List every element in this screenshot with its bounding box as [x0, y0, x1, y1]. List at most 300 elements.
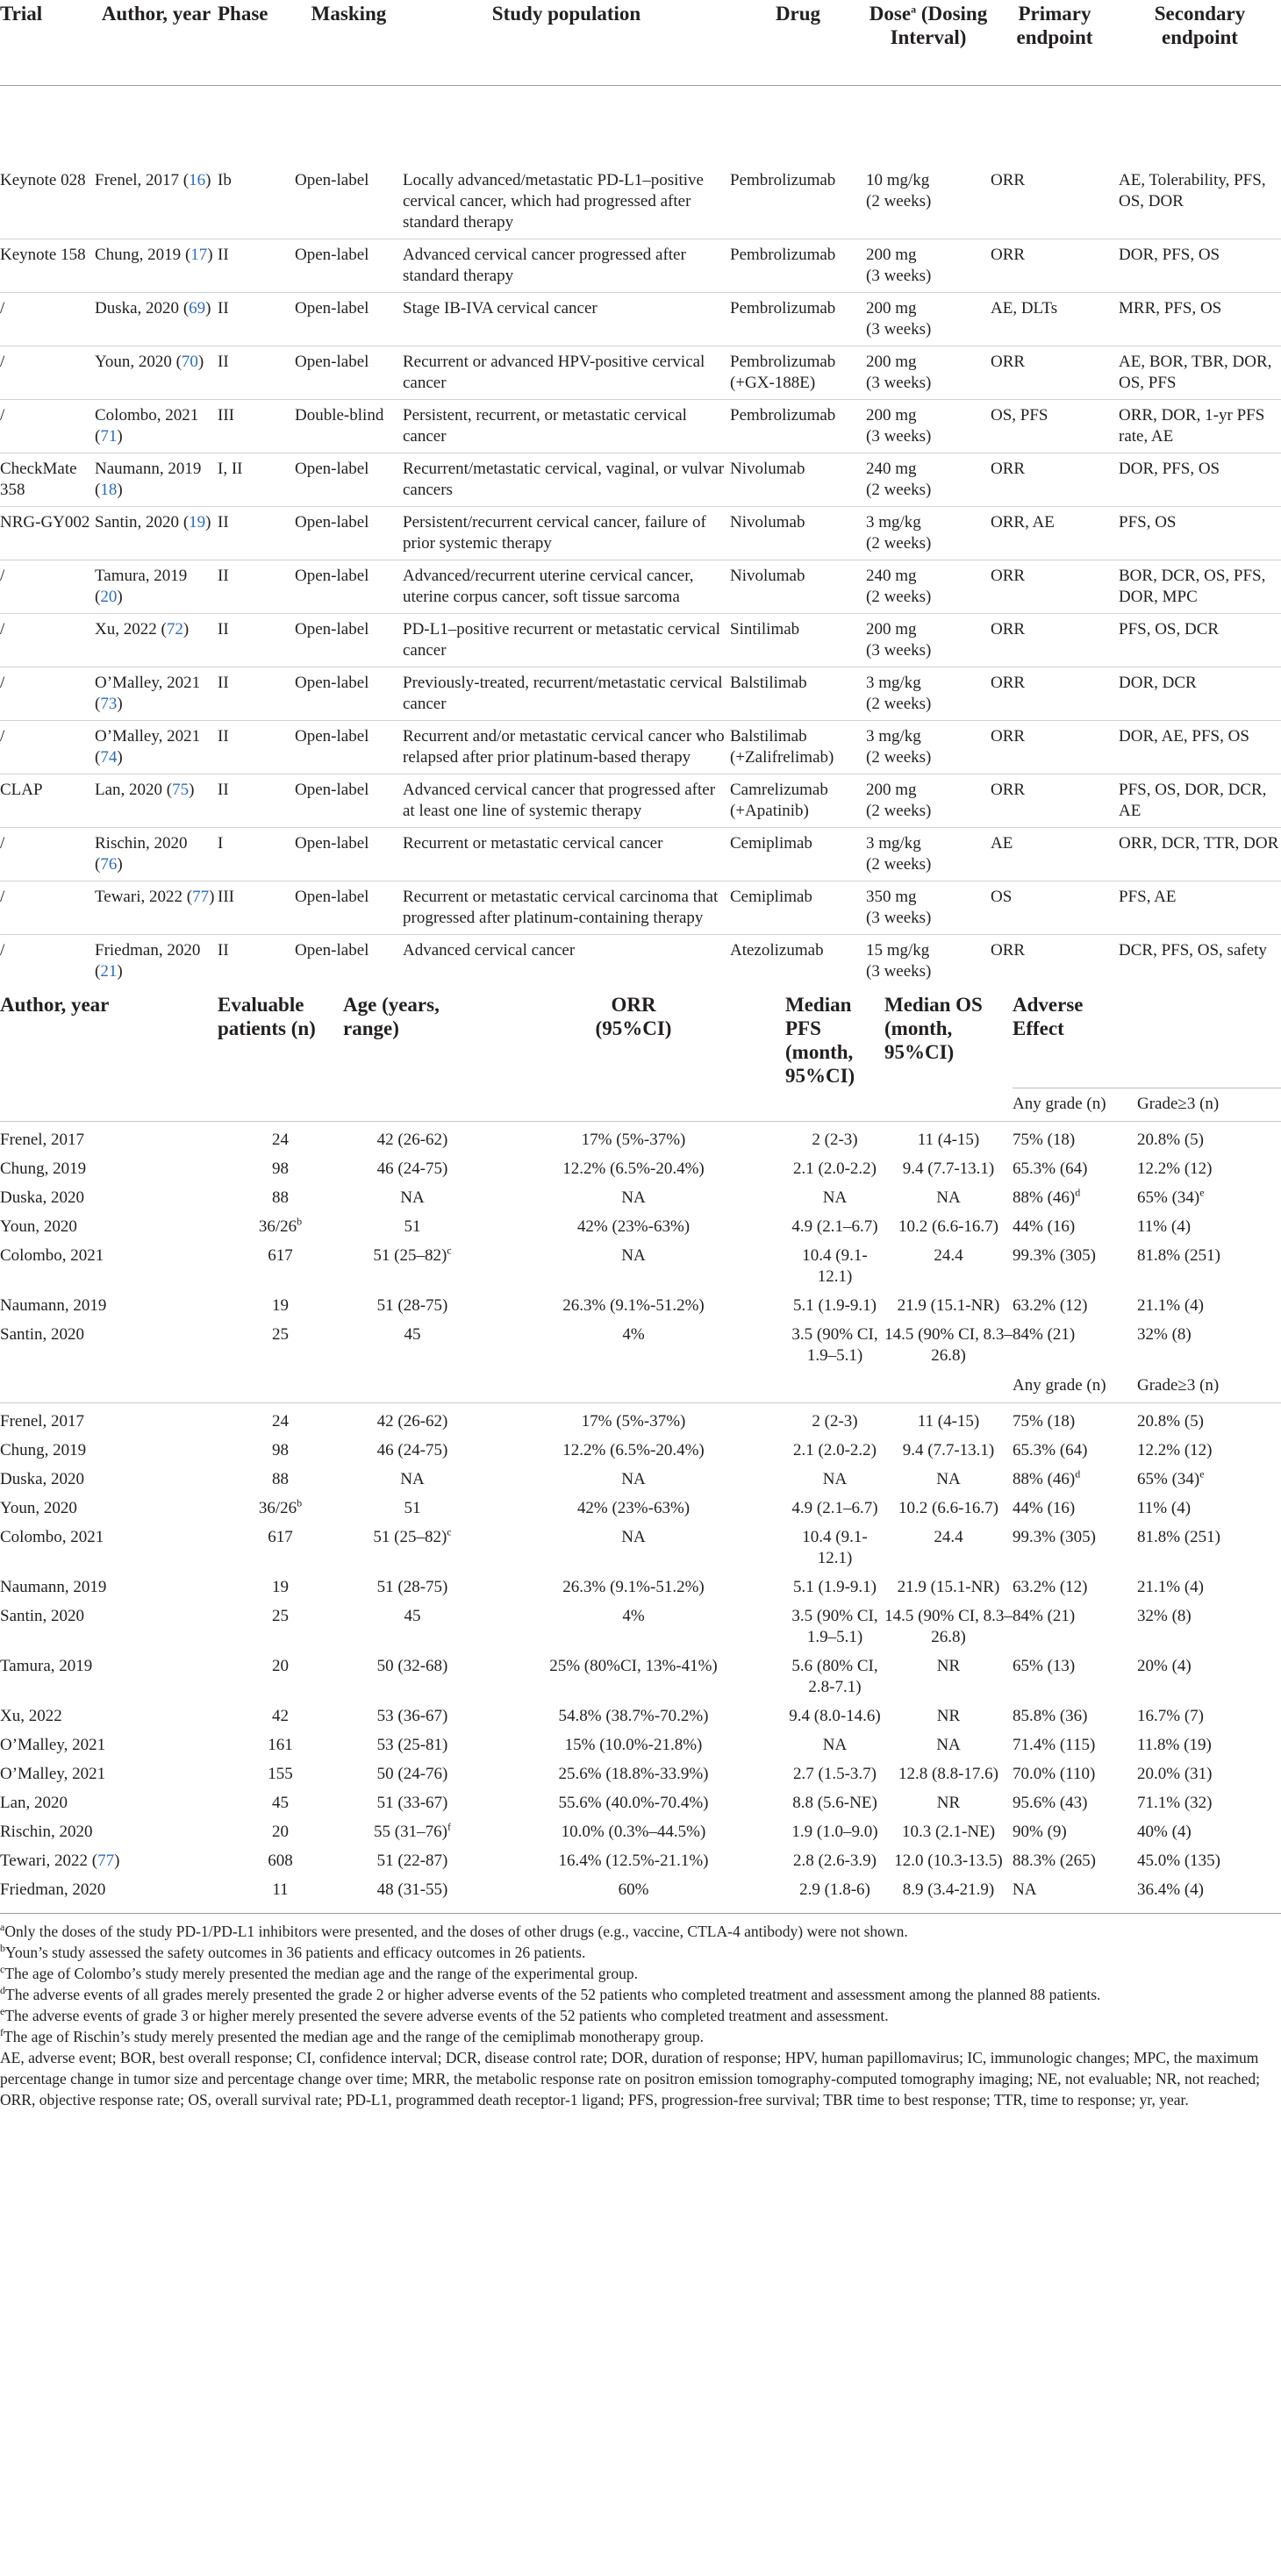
row-divider	[0, 1209, 1281, 1217]
trial-cell: Keynote 158	[0, 246, 86, 264]
table-row	[0, 352, 1281, 400]
age-cell	[343, 1735, 482, 1756]
col-header-patients: Evaluable patients (n)	[218, 994, 316, 1039]
patients-cell	[218, 1764, 343, 1785]
author-cell	[0, 1706, 218, 1727]
table-row	[0, 1735, 1281, 1756]
dose-value: 200 mg	[866, 406, 917, 425]
any-grade-cell-value: 75% (18)	[1013, 1411, 1076, 1431]
author-text: Rischin, 2020	[95, 834, 188, 853]
reference-link[interactable]: 70	[181, 353, 198, 371]
patients-cell	[218, 1577, 343, 1598]
drug-name: Nivolumab	[730, 567, 805, 585]
orr-cell: 55.6% (40.0%-70.4%)	[558, 1793, 709, 1812]
row-divider	[0, 1756, 1281, 1764]
any-grade-cell	[1013, 1656, 1137, 1698]
author-cell: Youn, 2020 (70)	[95, 353, 204, 371]
patients-cell-value: 11	[272, 1880, 289, 1899]
age-cell-value: 48 (31-55)	[376, 1880, 448, 1899]
dose-cell	[866, 619, 991, 667]
any-grade-header: Any grade (n)	[1013, 1094, 1106, 1113]
secondary-endpoint-cell: DCR, PFS, OS, safety	[1119, 941, 1267, 960]
patients-cell	[218, 1498, 343, 1519]
age-cell	[343, 1159, 482, 1180]
table-row	[0, 1880, 1281, 1901]
author-text: Tewari, 2022	[0, 1851, 88, 1870]
age-cell	[343, 1295, 482, 1317]
author-cell: Tewari, 2022 (77)	[0, 1851, 120, 1870]
any-grade-cell-value: 99.3% (305)	[1013, 1527, 1096, 1546]
patients-cell-value: 98	[272, 1159, 289, 1178]
row-divider	[0, 1121, 1281, 1130]
author-text: Frenel, 2017	[95, 171, 180, 189]
patients-cell-value: 617	[268, 1245, 293, 1265]
grade3-cell-value: 11.8% (19)	[1137, 1735, 1212, 1754]
patients-cell	[218, 1245, 343, 1288]
col-header-author: Author, year	[0, 994, 110, 1016]
secondary-endpoint-cell: DOR, AE, PFS, OS	[1119, 727, 1249, 746]
table-row	[0, 1188, 1281, 1209]
table-row	[0, 1577, 1281, 1598]
age-cell	[343, 1706, 482, 1727]
row-divider	[0, 1727, 1281, 1735]
dose-value: 15 mg/kg	[866, 941, 930, 960]
population-cell: Recurrent or metastatic cervical carcinoma that progressed after platinum-containing therapy	[403, 888, 719, 927]
dose-interval: (3 weeks)	[866, 962, 932, 981]
footnote	[0, 1984, 1272, 2005]
grade3-cell	[1137, 1159, 1281, 1180]
col-header-age: Age (years, range)	[343, 994, 440, 1039]
author-text: O’Malley, 2021	[0, 1735, 106, 1754]
table-row	[0, 726, 1281, 774]
age-cell-value: 51 (25–82)	[373, 1245, 447, 1265]
population-cell: Persistent, recurrent, or metastatic cervical cancer	[403, 406, 687, 446]
dose-interval: (2 weeks)	[866, 695, 932, 713]
pfs-cell: 2.1 (2.0-2.2)	[793, 1440, 877, 1459]
population-cell: Advanced cervical cancer that progressed after at least one line of systemic therapy	[403, 781, 716, 820]
dose-value: 3 mg/kg	[866, 727, 921, 746]
reference-link[interactable]: 19	[189, 513, 206, 532]
dose-value: 240 mg	[866, 567, 917, 585]
age-cell-value: 53 (36-67)	[376, 1706, 448, 1725]
age-cell	[343, 1498, 482, 1519]
grade3-cell-value: 81.8% (251)	[1137, 1527, 1220, 1546]
reference-link[interactable]: 17	[190, 246, 208, 264]
orr-cell: 16.4% (12.5%-21.1%)	[558, 1851, 709, 1870]
dose-cell	[866, 833, 991, 881]
table-row	[0, 1793, 1281, 1814]
grade3-cell-value: 81.8% (251)	[1137, 1245, 1220, 1265]
os-cell: NA	[936, 1188, 961, 1207]
masking-cell: Open-label	[295, 246, 369, 264]
patients-cell-value: 24	[272, 1411, 289, 1431]
age-cell	[343, 1822, 482, 1843]
reference-link[interactable]: 69	[189, 299, 206, 318]
masking-cell: Open-label	[295, 353, 369, 371]
population-cell: PD-L1–positive recurrent or metastatic cervical cancer	[403, 620, 720, 660]
orr-label: ORR	[611, 994, 656, 1016]
dose-value: 200 mg	[866, 246, 917, 264]
author-text: Xu, 2022	[95, 620, 157, 639]
phase-cell: I, II	[218, 460, 243, 478]
population-cell: Recurrent and/or metastatic cervical cancer who relapsed after prior platinum-based therapy	[403, 727, 725, 767]
patients-cell	[218, 1656, 343, 1698]
os-cell: 12.0 (10.3-13.5)	[894, 1851, 1003, 1870]
drug-cell	[730, 619, 866, 667]
col-header-primary: Primary endpoint	[1016, 3, 1093, 48]
dose-cell	[866, 566, 991, 614]
orr-cell: 26.3% (9.1%-51.2%)	[562, 1577, 705, 1596]
dose-interval: (2 weeks)	[866, 534, 932, 553]
row-divider	[0, 1843, 1281, 1851]
dose-value: 3 mg/kg	[866, 674, 921, 692]
footnote-mark: b	[297, 1215, 303, 1228]
dose-interval: (2 weeks)	[866, 802, 932, 820]
table-row	[0, 566, 1281, 614]
reference-link[interactable]: 71	[100, 427, 118, 446]
secondary-endpoint-cell: ORR, DOR, 1-yr PFS rate, AE	[1119, 406, 1265, 446]
pfs-cell: 8.8 (5.6-NE)	[792, 1793, 877, 1812]
any-grade-cell	[1013, 1245, 1137, 1288]
age-cell-value: 45	[404, 1606, 421, 1625]
footnote-text: The age of Rischin’s study merely presented the median age and the range of the cemiplimab monotherapy group.	[4, 2028, 704, 2045]
drug-cell	[730, 780, 866, 828]
pfs-cell: 1.9 (1.0–9.0)	[791, 1822, 878, 1841]
row-divider	[0, 1432, 1281, 1440]
table-row	[0, 170, 1281, 239]
footnote-mark: b	[297, 1496, 303, 1509]
grade-subheader-row	[0, 1094, 1281, 1115]
dose-value: 200 mg	[866, 299, 917, 318]
any-grade-cell-value: 85.8% (36)	[1013, 1706, 1088, 1725]
footnote	[0, 2026, 1272, 2047]
os-cell: 21.9 (15.1-NR)	[897, 1577, 1000, 1596]
age-cell	[343, 1577, 482, 1598]
table-row	[0, 1245, 1281, 1288]
masking-cell: Open-label	[295, 834, 369, 853]
dose-interval: (2 weeks)	[866, 481, 932, 499]
footnote-mark: d	[1075, 1467, 1081, 1481]
trial-cell: /	[0, 567, 5, 585]
population-cell: Recurrent or advanced HPV-positive cervical cancer	[403, 353, 705, 392]
os-cell: 14.5 (90% CI, 8.3–26.8)	[884, 1324, 1013, 1365]
drug-name: Pembrolizumab	[730, 246, 836, 264]
patients-cell	[218, 1324, 343, 1366]
drug-name: Pembrolizumab	[730, 171, 836, 189]
footnote-mark: c	[0, 1963, 5, 1976]
author-cell: Duska, 2020 (69)	[95, 299, 211, 318]
footnote	[0, 1942, 1272, 1963]
os-cell: NR	[936, 1656, 961, 1675]
secondary-endpoint-cell: PFS, OS, DCR	[1119, 620, 1220, 639]
pfs-cell: NA	[822, 1469, 848, 1488]
primary-endpoint-cell: ORR	[991, 353, 1026, 371]
dose-interval: (2 weeks)	[866, 588, 932, 606]
masking-cell: Open-label	[295, 567, 369, 585]
author-cell: Rischin, 2020 (76)	[95, 834, 188, 874]
trial-cell: /	[0, 727, 5, 746]
footnote-mark: a	[0, 1921, 5, 1934]
age-cell	[343, 1764, 482, 1785]
pfs-cell: NA	[822, 1188, 848, 1207]
dose-interval: (2 weeks)	[866, 192, 932, 211]
grade3-cell	[1137, 1324, 1281, 1366]
os-cell: NR	[936, 1706, 961, 1725]
grade3-cell	[1137, 1764, 1281, 1785]
grade3-cell-value: 45.0% (135)	[1137, 1851, 1220, 1870]
table2-header-row	[0, 991, 1281, 1088]
trial-cell: CheckMate 358	[0, 460, 77, 499]
drug-cell	[730, 245, 866, 293]
orr-cell: 60%	[618, 1880, 649, 1899]
row-divider	[0, 1238, 1281, 1245]
orr-cell: 17% (5%-37%)	[581, 1411, 686, 1431]
phase-cell: II	[218, 941, 229, 960]
any-grade-cell	[1013, 1793, 1137, 1814]
grade3-cell	[1137, 1130, 1281, 1151]
drug-name: Atezolizumab	[730, 941, 824, 960]
table-footnotes	[0, 1921, 1272, 2110]
age-cell-value: 51 (33-67)	[376, 1793, 448, 1812]
pfs-cell: 10.4 (9.1-12.1)	[802, 1527, 868, 1567]
secondary-endpoint-cell: PFS, AE	[1119, 888, 1177, 906]
author-text: Lan, 2020	[0, 1793, 68, 1812]
table-row	[0, 887, 1281, 935]
dose-cell	[866, 245, 991, 293]
drug-cell	[730, 459, 866, 507]
dose-cell	[866, 405, 991, 453]
drug-name: Cemiplimab	[730, 888, 812, 906]
drug-name: Balstilimab	[730, 727, 807, 746]
author-text: Naumann, 2019	[95, 460, 202, 478]
any-grade-cell	[1013, 1188, 1137, 1209]
author-text: Tewari, 2022	[95, 888, 182, 906]
orr-cell: NA	[621, 1527, 646, 1546]
secondary-endpoint-cell: DOR, PFS, OS	[1119, 460, 1220, 478]
table-row	[0, 619, 1281, 667]
table-row	[0, 1217, 1281, 1238]
author-text: Chung, 2019	[0, 1159, 87, 1178]
orr-ci-label: (95%CI)	[595, 1017, 672, 1039]
author-cell: Friedman, 2020 (21)	[95, 941, 201, 981]
table-row	[0, 1498, 1281, 1519]
reference-link[interactable]: 18	[100, 481, 118, 499]
orr-cell: 42% (23%-63%)	[576, 1217, 691, 1236]
any-grade-cell	[1013, 1822, 1137, 1843]
grade3-cell-value: 40% (4)	[1137, 1822, 1192, 1841]
reference-link[interactable]: 74	[100, 748, 118, 767]
author-cell	[0, 1527, 218, 1569]
age-cell	[343, 1851, 482, 1872]
any-grade-cell	[1013, 1577, 1137, 1598]
phase-cell: II	[218, 353, 229, 371]
pfs-cell: 4.9 (2.1–6.7)	[791, 1498, 878, 1517]
phase-cell: II	[218, 674, 229, 692]
drug-name: Cemiplimab	[730, 834, 812, 853]
age-cell	[343, 1324, 482, 1366]
grade3-cell	[1137, 1577, 1281, 1598]
any-grade-cell	[1013, 1411, 1137, 1432]
table-bottom-rule	[0, 1901, 1281, 1914]
age-cell-value: 51 (28-75)	[376, 1295, 448, 1315]
reference-link[interactable]: 21	[100, 962, 118, 981]
grade3-cell	[1137, 1735, 1281, 1756]
any-grade-cell-value: 84% (21)	[1013, 1324, 1076, 1344]
row-divider	[0, 1180, 1281, 1188]
masking-cell: Open-label	[295, 460, 369, 478]
footnote	[0, 1921, 1272, 1942]
row-divider	[0, 1872, 1281, 1880]
dose-cell	[866, 940, 991, 988]
patients-cell-value: 25	[272, 1606, 289, 1625]
os-cell: NA	[936, 1735, 961, 1754]
patients-cell-value: 24	[272, 1130, 289, 1149]
author-cell	[0, 1498, 218, 1519]
pfs-cell: 2 (2-3)	[812, 1411, 858, 1431]
reference-link[interactable]: 73	[100, 695, 118, 713]
table-row	[0, 1706, 1281, 1727]
author-cell: Lan, 2020 (75)	[95, 781, 195, 799]
grade3-header: Grade≥3 (n)	[1137, 1094, 1220, 1113]
any-grade-cell-value: 63.2% (12)	[1013, 1295, 1088, 1315]
any-grade-cell-value: 84% (21)	[1013, 1606, 1076, 1625]
table-row	[0, 1469, 1281, 1490]
masking-cell: Open-label	[295, 781, 369, 799]
dose-interval: (2 weeks)	[866, 748, 932, 767]
dose-cell	[866, 352, 991, 400]
masking-cell: Open-label	[295, 513, 369, 532]
author-cell: Santin, 2020 (19)	[95, 513, 211, 532]
table-row	[0, 245, 1281, 293]
row-divider	[0, 1519, 1281, 1527]
author-cell: O’Malley, 2021 (74)	[95, 727, 201, 767]
subheader-spacer	[0, 1094, 1013, 1115]
any-grade-cell-value: NA	[1013, 1880, 1037, 1899]
reference-link[interactable]: 72	[166, 620, 183, 639]
footnote-mark: a	[911, 3, 917, 16]
age-cell	[343, 1606, 482, 1648]
patients-cell	[218, 1527, 343, 1569]
patients-cell-value: 608	[268, 1851, 293, 1870]
any-grade-cell	[1013, 1130, 1137, 1151]
table-row	[0, 1295, 1281, 1317]
drug-name: Pembrolizumab	[730, 299, 836, 318]
age-cell	[343, 1880, 482, 1901]
population-cell: Advanced/recurrent uterine cervical cancer, uterine corpus cancer, soft tissue sarcoma	[403, 567, 694, 606]
os-cell: NA	[936, 1469, 961, 1488]
grade3-cell-value: 32% (8)	[1137, 1324, 1192, 1344]
dose-interval: (3 weeks)	[866, 374, 932, 392]
author-text: Colombo, 2021	[0, 1245, 104, 1265]
pfs-cell: 5.6 (80% CI, 2.8-7.1)	[791, 1656, 878, 1696]
patients-cell-value: 25	[272, 1324, 289, 1344]
author-cell	[0, 1606, 218, 1648]
age-cell	[343, 1527, 482, 1569]
reference-link[interactable]: 76	[100, 855, 118, 874]
table-row	[0, 1130, 1281, 1151]
age-cell-value: 51 (22-87)	[376, 1851, 448, 1870]
dose-interval: (3 weeks)	[866, 267, 932, 285]
secondary-endpoint-cell: DOR, PFS, OS	[1119, 246, 1220, 264]
patients-cell	[218, 1735, 343, 1756]
any-grade-cell	[1013, 1851, 1137, 1872]
footnote-mark: b	[0, 1942, 5, 1955]
author-text: Tamura, 2019	[95, 567, 188, 585]
table-row	[0, 833, 1281, 881]
age-cell	[343, 1469, 482, 1490]
age-cell-value: 50 (24-76)	[376, 1764, 448, 1783]
age-cell-value: 55 (31–76)	[374, 1822, 447, 1841]
patients-cell	[218, 1706, 343, 1727]
trial-cell: /	[0, 299, 5, 318]
patients-cell-value: 20	[272, 1822, 289, 1841]
secondary-endpoint-cell: DOR, DCR	[1119, 674, 1197, 692]
footnote-text: Only the doses of the study PD-1/PD-L1 inhibitors were presented, and the doses of other drugs (e.g., vaccine, CTLA-4 antibody) were not shown.	[4, 1923, 908, 1940]
age-cell-value: 42 (26-62)	[376, 1130, 448, 1149]
age-cell	[343, 1245, 482, 1288]
reference-link[interactable]: 75	[172, 781, 190, 799]
reference-link[interactable]: 77	[97, 1851, 115, 1870]
orr-cell: 54.8% (38.7%-70.2%)	[558, 1706, 709, 1725]
table-row	[0, 940, 1281, 988]
population-cell: Stage IB-IVA cervical cancer	[403, 299, 598, 318]
author-text: O’Malley, 2021	[0, 1764, 106, 1783]
col-header-author: Author, year	[101, 3, 211, 25]
grade3-cell	[1137, 1498, 1281, 1519]
author-cell: Tewari, 2022 (77)	[95, 888, 215, 906]
patients-cell	[218, 1295, 343, 1317]
grade3-cell	[1137, 1706, 1281, 1727]
author-cell: Naumann, 2019 (18)	[95, 460, 202, 499]
col-header-pfs: Median PFS (month, 95%CI)	[785, 994, 855, 1087]
col-header-drug: Drug	[775, 3, 821, 25]
table-row	[0, 1440, 1281, 1461]
primary-endpoint-cell: ORR	[991, 246, 1026, 264]
reference-link[interactable]: 16	[189, 171, 206, 189]
author-cell: O’Malley, 2021 (73)	[95, 674, 201, 713]
drug-cell	[730, 673, 866, 721]
table-row	[0, 1324, 1281, 1366]
patients-cell	[218, 1469, 343, 1490]
author-cell	[0, 1577, 218, 1598]
drug-name: Pembrolizumab	[730, 406, 836, 425]
dose-interval: (3 weeks)	[866, 641, 932, 660]
col-header-masking: Masking	[311, 3, 387, 25]
dose-value: 200 mg	[866, 781, 917, 799]
trial-cell: /	[0, 888, 5, 906]
orr-cell: 42% (23%-63%)	[576, 1498, 691, 1517]
grade3-cell	[1137, 1851, 1281, 1872]
author-text: Youn, 2020	[95, 353, 172, 371]
author-cell	[0, 1159, 218, 1180]
author-cell: Colombo, 2021 (71)	[95, 406, 199, 446]
any-grade-cell	[1013, 1498, 1137, 1519]
patients-cell	[218, 1880, 343, 1901]
age-cell-value: 53 (25-81)	[376, 1735, 448, 1754]
os-cell: 21.9 (15.1-NR)	[897, 1295, 1000, 1315]
primary-endpoint-cell: AE	[991, 834, 1013, 853]
population-cell: Advanced cervical cancer progressed after standard therapy	[403, 246, 686, 285]
any-grade-cell-value: 44% (16)	[1013, 1217, 1076, 1236]
reference-link[interactable]: 20	[100, 588, 118, 606]
phase-cell: II	[218, 299, 229, 318]
footnote-mark: e	[0, 2005, 5, 2018]
col-header-trial: Trial	[0, 3, 43, 25]
patients-cell	[218, 1440, 343, 1461]
dose-value: 3 mg/kg	[866, 834, 921, 853]
reference-link[interactable]: 77	[192, 888, 210, 906]
masking-cell: Double-blind	[295, 406, 384, 425]
